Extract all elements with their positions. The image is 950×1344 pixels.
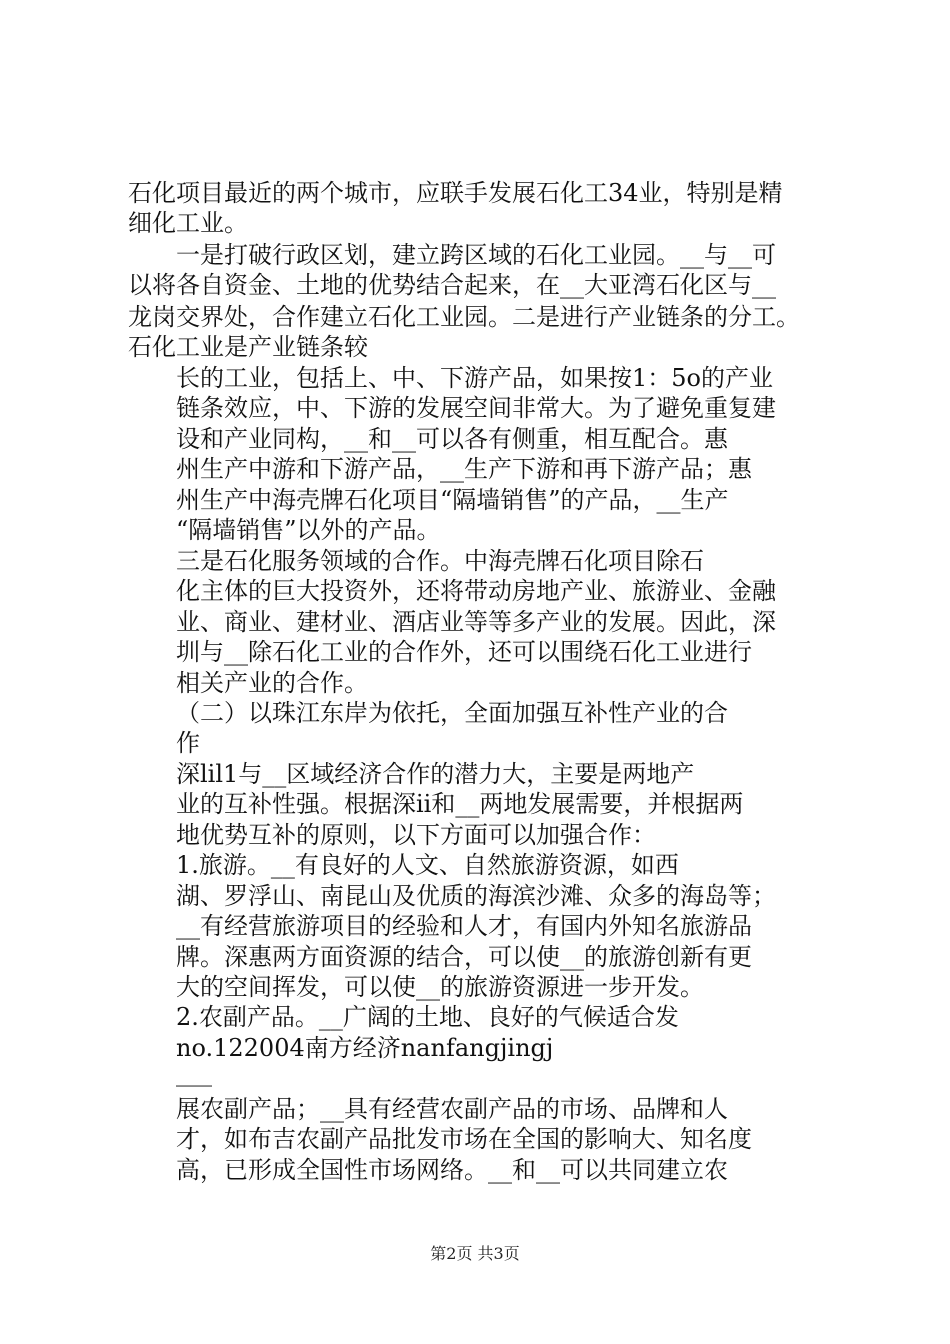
text-line: ___: [176, 1059, 212, 1087]
text-line: 长的工业，包括上、中、下游产品，如果按1：5o的产业: [176, 364, 773, 392]
text-line: 州生产中海壳牌石化项目“隔墙销售”的产品，__生产: [176, 486, 729, 514]
text-line: 石化工业是产业链条较: [128, 333, 368, 361]
text-line: 大的空间挥发，可以使__的旅游资源进一步开发。: [176, 973, 704, 1001]
text-line: （二）以珠江东岸为依托，全面加强互补性产业的合: [176, 699, 728, 727]
text-line: “隔墙销售”以外的产品。: [176, 516, 441, 544]
text-line: 一是打破行政区划，建立跨区域的石化工业园。__与__可: [176, 241, 776, 269]
text-line: 化主体的巨大投资外，还将带动房地产业、旅游业、金融: [176, 577, 776, 605]
text-line: 石化项目最近的两个城市，应联手发展石化工34业，特别是精: [128, 179, 783, 207]
text-line: 细化工业。: [128, 209, 248, 237]
text-line: 三是石化服务领域的合作。中海壳牌石化项目除石: [176, 547, 704, 575]
text-line: 州生产中游和下游产品，__生产下游和再下游产品；惠: [176, 455, 752, 483]
text-line: 设和产业同构，__和__可以各有侧重，相互配合。惠: [176, 425, 728, 453]
text-line: 展农副产品；__具有经营农副产品的市场、品牌和人: [176, 1095, 728, 1123]
text-line: 地优势互补的原则，以下方面可以加强合作：: [176, 821, 656, 849]
text-line: 以将各自资金、土地的优势结合起来，在__大亚湾石化区与__: [128, 271, 776, 299]
page-number-footer: 第2页 共3页: [430, 1244, 520, 1263]
text-line: __有经营旅游项目的经验和人才，有国内外知名旅游品: [176, 912, 752, 940]
text-line: 业、商业、建材业、酒店业等等多产业的发展。因此，深: [176, 608, 776, 636]
text-line: 相关产业的合作。: [176, 669, 368, 697]
text-line: 牌。深惠两方面资源的结合，可以使__的旅游创新有更: [176, 943, 752, 971]
text-line: 湖、罗浮山、南昆山及优质的海滨沙滩、众多的海岛等；: [176, 882, 776, 910]
text-line: no.122004南方经济nanfangjingj: [176, 1034, 554, 1062]
text-line: 业的互补性强。根据深ii和__两地发展需要，并根据两: [176, 790, 744, 818]
text-line: 龙岗交界处，合作建立石化工业园。二是进行产业链条的分工。: [128, 303, 800, 331]
text-line: 深lil1与__区域经济合作的潜力大，主要是两地产: [176, 760, 695, 788]
text-line: 高，已形成全国性市场网络。__和__可以共同建立农: [176, 1156, 728, 1184]
text-line: 2.农副产品。__广阔的土地、良好的气候适合发: [176, 1003, 679, 1031]
text-line: 才，如布吉农副产品批发市场在全国的影响大、知名度: [176, 1125, 752, 1153]
text-line: 链条效应，中、下游的发展空间非常大。为了避免重复建: [176, 394, 776, 422]
text-line: 作: [176, 729, 200, 757]
text-line: 圳与__除石化工业的合作外，还可以围绕石化工业进行: [176, 638, 752, 666]
text-line: 1.旅游。__有良好的人文、自然旅游资源，如西: [176, 851, 679, 879]
